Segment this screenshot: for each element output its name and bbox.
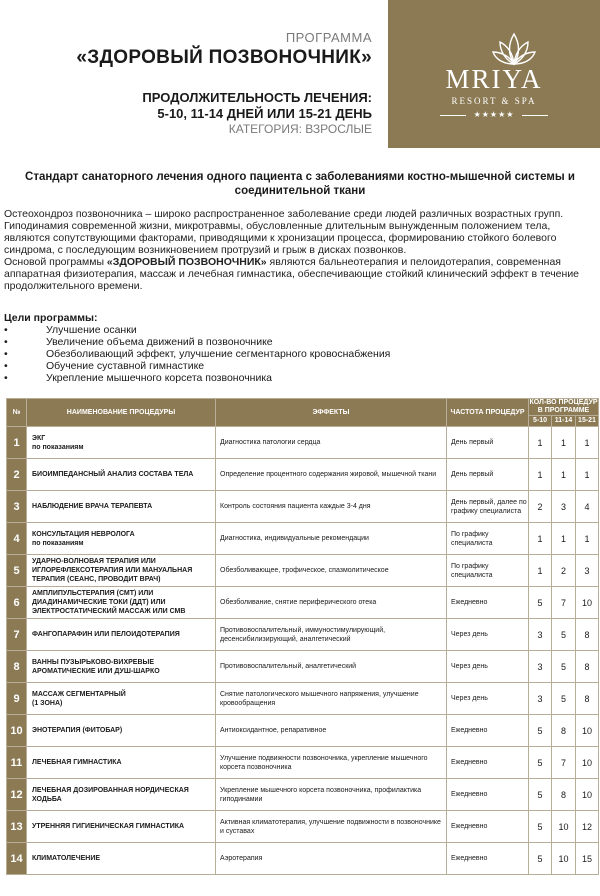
header-q3: 15-21 (576, 416, 599, 427)
procedure-name-cell (27, 683, 216, 715)
procedure-effect: Аэротерапия (216, 843, 447, 875)
procedure-name: ВАННЫ ПУЗЫРЬКОВО-ВИХРЕВЫЕ АРОМАТИЧЕСКИЕ ИЛИ ДУШ-ШАРКО (32, 658, 160, 675)
intro-text (4, 208, 596, 292)
procedure-frequency: Ежедневно (447, 747, 529, 779)
count-15-21: 4 (576, 491, 599, 523)
procedure-number: 2 (7, 459, 27, 491)
procedure-name-cell (27, 651, 216, 683)
count-15-21: 10 (576, 779, 599, 811)
procedure-effect: Обезболивающее, трофическое, спазмолитическое (216, 555, 447, 587)
procedure-frequency: Ежедневно (447, 715, 529, 747)
header-frequency: ЧАСТОТА ПРОЦЕДУР (447, 399, 529, 427)
goal-item: • Обучение суставной гимнастике (4, 360, 390, 372)
procedure-name: УДАРНО-ВОЛНОВАЯ ТЕРАПИЯ ИЛИ ИГЛОРЕФЛЕКСОТЕРАПИЯ ИЛИ МАНУАЛЬНАЯ ТЕРАПИЯ (СЕАНС, ПРОВОДИТ ВРАЧ) (32, 558, 193, 583)
procedure-frequency: По графику специалиста (447, 523, 529, 555)
procedure-name-cell (27, 619, 216, 651)
procedure-number: 6 (7, 587, 27, 619)
procedure-effect: Контроль состояния пациента каждые 3-4 дня (216, 491, 447, 523)
procedure-effect: Улучшение подвижности позвоночника, укрепление мышечного корсета позвоночника (216, 747, 447, 779)
procedure-name: КЛИМАТОЛЕЧЕНИЕ (32, 855, 101, 862)
table-row (7, 555, 599, 587)
procedure-frequency: День первый (447, 459, 529, 491)
count-11-14: 10 (552, 843, 576, 875)
count-11-14: 1 (552, 523, 576, 555)
procedure-number: 10 (7, 715, 27, 747)
count-11-14: 5 (552, 651, 576, 683)
count-11-14: 1 (552, 427, 576, 459)
procedure-name: ЛЕЧЕБНАЯ ГИМНАСТИКА (32, 759, 122, 766)
header-q1: 5-10 (529, 416, 552, 427)
count-15-21: 10 (576, 747, 599, 779)
count-15-21: 12 (576, 811, 599, 843)
procedure-name-cell (27, 747, 216, 779)
intro-paragraph-1: Остеохондроз позвоночника – широко распространенное заболевание среди людей различных возрастных групп. Гиподинамия современной жизни, микротравмы, обусловленные длительным вынужденным положением тела, являются сопутствующими факторами, приводящими к хронизации процесса, формированию стойкого болевого синдрома, с последующим возникновением протрузий и грыж в дисках позвонков. (4, 208, 564, 256)
procedure-number: 8 (7, 651, 27, 683)
procedure-number: 3 (7, 491, 27, 523)
procedure-name: МАССАЖ СЕГМЕНТАРНЫЙ (32, 690, 126, 698)
procedure-effect: Обезболивание, снятие периферического отека (216, 587, 447, 619)
count-11-14: 8 (552, 715, 576, 747)
procedure-frequency: Через день (447, 683, 529, 715)
count-11-14: 3 (552, 491, 576, 523)
program-category: КАТЕГОРИЯ: ВЗРОСЛЫЕ (228, 122, 372, 136)
program-heading (76, 30, 372, 137)
procedure-number: 5 (7, 555, 27, 587)
table-row (7, 587, 599, 619)
procedure-frequency: День первый (447, 427, 529, 459)
count-11-14: 10 (552, 811, 576, 843)
count-15-21: 1 (576, 459, 599, 491)
logo-brand: MRIYA (445, 64, 543, 94)
duration-line-1: ПРОДОЛЖИТЕЛЬНОСТЬ ЛЕЧЕНИЯ: (142, 90, 372, 105)
procedure-name: НАБЛЮДЕНИЕ ВРАЧА ТЕРАПЕВТА (32, 503, 153, 510)
count-5-10: 5 (529, 587, 552, 619)
procedure-name: ЛЕЧЕБНАЯ ДОЗИРОВАННАЯ НОРДИЧЕСКАЯ ХОДЬБА (32, 786, 189, 803)
program-kicker: ПРОГРАММА (285, 30, 372, 45)
procedure-number: 4 (7, 523, 27, 555)
lotus-icon (492, 32, 536, 66)
table-row (7, 491, 599, 523)
count-5-10: 5 (529, 747, 552, 779)
count-15-21: 10 (576, 587, 599, 619)
procedure-name-cell (27, 427, 216, 459)
count-15-21: 1 (576, 427, 599, 459)
procedure-frequency: Через день (447, 619, 529, 651)
count-5-10: 1 (529, 555, 552, 587)
header-name: НАИМЕНОВАНИЕ ПРОЦЕДУРЫ (27, 399, 216, 427)
procedure-effect: Диагностика патологии сердца (216, 427, 447, 459)
procedure-note: по показаниям (32, 539, 84, 547)
table-row (7, 715, 599, 747)
goal-item: • Укрепление мышечного корсета позвоночника (4, 372, 390, 384)
procedure-effect: Укрепление мышечного корсета позвоночника, профилактика гиподинамии (216, 779, 447, 811)
procedure-number: 1 (7, 427, 27, 459)
procedure-name: ЭКГ (32, 434, 46, 442)
standard-title: Стандарт санаторного лечения одного пациента с заболеваниями костно-мышечной системы и соединительной ткани (25, 171, 575, 197)
count-5-10: 1 (529, 459, 552, 491)
procedure-number: 11 (7, 747, 27, 779)
procedure-note: (1 ЗОНА) (32, 699, 63, 707)
count-11-14: 8 (552, 779, 576, 811)
procedure-frequency: Ежедневно (447, 811, 529, 843)
procedure-name-cell (27, 843, 216, 875)
procedure-number: 9 (7, 683, 27, 715)
goal-item: • Обезболивающий эффект, улучшение сегментарного кровоснабжения (4, 348, 390, 360)
table-row (7, 779, 599, 811)
count-5-10: 5 (529, 811, 552, 843)
procedure-effect: Противовоспалительный, аналгетический (216, 651, 447, 683)
procedure-effect: Активная климатотерапия, улучшение подвижности в позвоночнике и суставах (216, 811, 447, 843)
procedure-name-cell (27, 811, 216, 843)
table-row (7, 523, 599, 555)
procedure-name-cell (27, 459, 216, 491)
count-5-10: 5 (529, 779, 552, 811)
logo-subtitle: RESORT & SPA (451, 96, 537, 106)
procedure-frequency: День первый, далее по графику специалиста (447, 491, 529, 523)
header-effects: ЭФФЕКТЫ (216, 399, 447, 427)
goals-list (4, 324, 390, 384)
header-num: № (7, 399, 27, 427)
table-row (7, 811, 599, 843)
intro-program-name: «ЗДОРОВЫЙ ПОЗВОНОЧНИК» (106, 256, 267, 268)
logo-panel (388, 0, 600, 148)
procedure-number: 14 (7, 843, 27, 875)
table-row (7, 619, 599, 651)
procedure-name-cell (27, 587, 216, 619)
procedure-effect: Противовоспалительный, иммуностимулирующий, десенсибилизирующий, аналгетический (216, 619, 447, 651)
program-duration (76, 90, 372, 122)
count-5-10: 1 (529, 427, 552, 459)
count-15-21: 8 (576, 651, 599, 683)
procedure-frequency: Ежедневно (447, 587, 529, 619)
procedure-name: АМПЛИПУЛЬСТЕРАПИЯ (СМТ) ИЛИ ДИАДИНАМИЧЕСКИЕ ТОКИ (ДДТ) ИЛИ ЭЛЕКТРОСТАТИЧЕСКИЙ МАССАЖ ИЛИ СМВ (32, 590, 186, 615)
count-15-21: 3 (576, 555, 599, 587)
count-5-10: 5 (529, 715, 552, 747)
procedure-frequency: Через день (447, 651, 529, 683)
intro-paragraph-2 (4, 256, 596, 292)
procedures-body (7, 427, 599, 875)
procedure-note: по показаниям (32, 443, 84, 451)
table-row (7, 459, 599, 491)
table-row (7, 427, 599, 459)
intro-prefix: Основой программы (4, 256, 107, 268)
procedure-name-cell (27, 555, 216, 587)
table-row (7, 843, 599, 875)
count-5-10: 3 (529, 651, 552, 683)
count-11-14: 7 (552, 587, 576, 619)
procedure-name: ФАНГОПАРАФИН ИЛИ ПЕЛОИДОТЕРАПИЯ (32, 631, 180, 638)
procedure-effect: Снятие патологического мышечного напряжения, улучшение кровообращения (216, 683, 447, 715)
procedure-name-cell (27, 715, 216, 747)
procedure-name-cell (27, 491, 216, 523)
procedure-name-cell (27, 523, 216, 555)
procedure-effect: Диагностика, индивидуальные рекомендации (216, 523, 447, 555)
count-15-21: 15 (576, 843, 599, 875)
procedure-number: 13 (7, 811, 27, 843)
header-q2: 11-14 (552, 416, 576, 427)
count-5-10: 1 (529, 523, 552, 555)
count-5-10: 3 (529, 619, 552, 651)
procedure-name: КОНСУЛЬТАЦИЯ НЕВРОЛОГА (32, 530, 135, 538)
count-15-21: 1 (576, 523, 599, 555)
procedure-frequency: По графику специалиста (447, 555, 529, 587)
goal-item: • Улучшение осанки (4, 324, 390, 336)
procedure-number: 12 (7, 779, 27, 811)
logo-divider-right (522, 115, 548, 116)
count-15-21: 8 (576, 683, 599, 715)
procedure-frequency: Ежедневно (447, 779, 529, 811)
procedures-table (6, 398, 599, 875)
count-11-14: 1 (552, 459, 576, 491)
duration-line-2: 5-10, 11-14 ДНЕЙ ИЛИ 15-21 ДЕНЬ (157, 106, 372, 121)
header-quantity: КОЛ-ВО ПРОЦЕДУР В ПРОГРАММЕ (529, 399, 598, 414)
procedure-effect: Определение процентного содержания жировой, мышечной ткани (216, 459, 447, 491)
count-5-10: 2 (529, 491, 552, 523)
count-11-14: 7 (552, 747, 576, 779)
table-row (7, 747, 599, 779)
procedure-frequency: Ежедневно (447, 843, 529, 875)
procedure-name: БИОИМПЕДАНСНЫЙ АНАЛИЗ СОСТАВА ТЕЛА (32, 471, 194, 478)
procedure-name-cell (27, 779, 216, 811)
count-5-10: 5 (529, 843, 552, 875)
count-11-14: 2 (552, 555, 576, 587)
count-11-14: 5 (552, 683, 576, 715)
procedure-name: ЭНОТЕРАПИЯ (ФИТОБАР) (32, 727, 123, 734)
procedure-number: 7 (7, 619, 27, 651)
procedure-effect: Антиоксидантное, репаративное (216, 715, 447, 747)
logo-stars: ★★★★★ (473, 110, 515, 119)
count-11-14: 5 (552, 619, 576, 651)
program-title: «ЗДОРОВЫЙ ПОЗВОНОЧНИК» (76, 47, 372, 68)
procedure-name: УТРЕННЯЯ ГИГИЕНИЧЕСКАЯ ГИМНАСТИКА (32, 823, 185, 830)
goals-title: Цели программы: (4, 312, 98, 324)
header (0, 0, 600, 148)
count-5-10: 3 (529, 683, 552, 715)
intro-suffix: являются бальнеотерапия и пелоидотерапия, современная аппаратная физиотерапия, массаж и лечебная гимнастика, обеспечивающие стойкий клинический эффект в течение продолжительного времени. (4, 256, 580, 292)
count-15-21: 8 (576, 619, 599, 651)
table-row (7, 651, 599, 683)
table-row (7, 683, 599, 715)
count-15-21: 10 (576, 715, 599, 747)
goal-item: • Увеличение объема движений в позвоночнике (4, 336, 390, 348)
